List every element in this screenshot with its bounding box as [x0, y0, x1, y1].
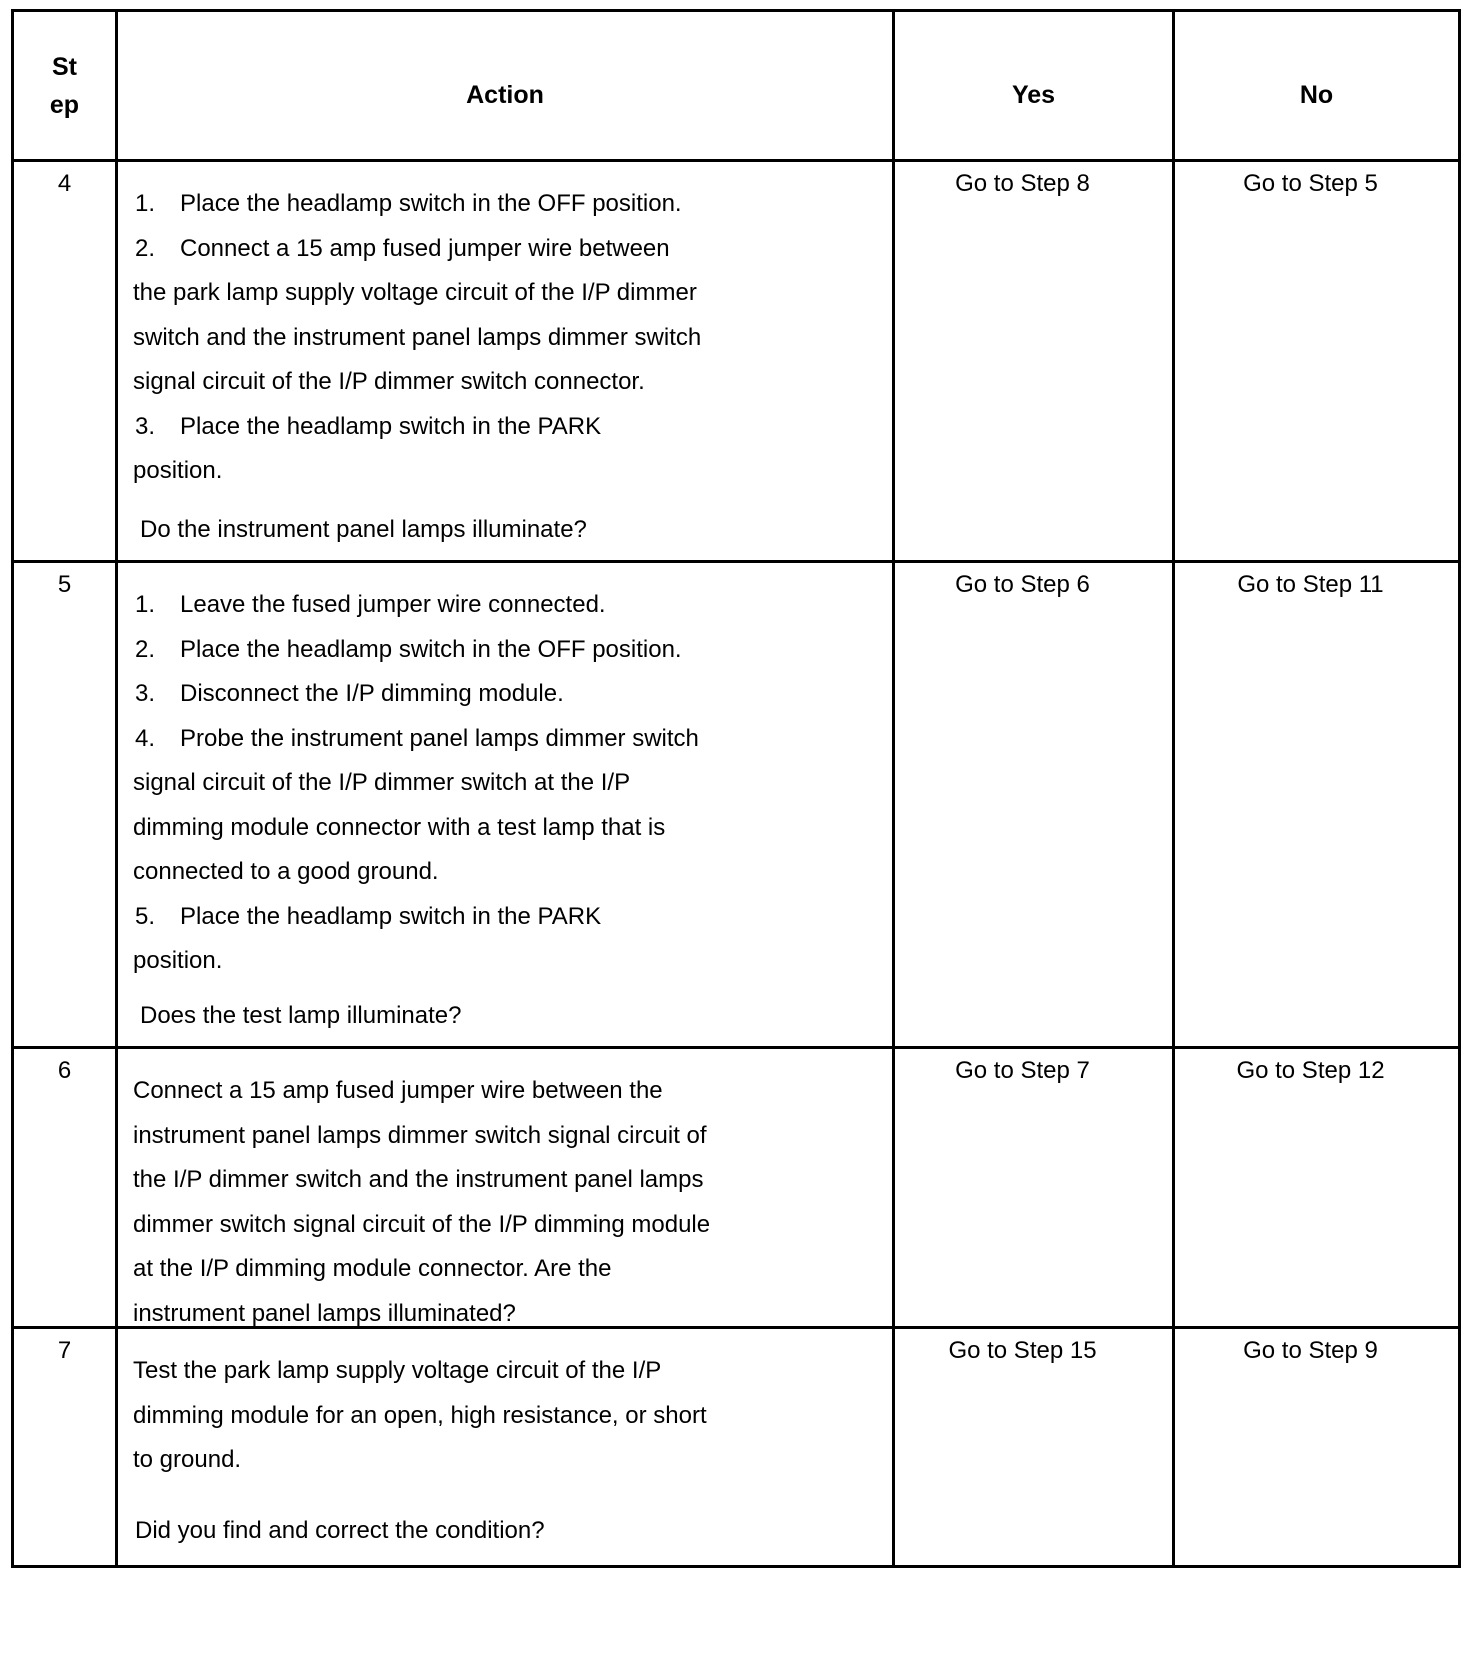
- action-line: [133, 1349, 884, 1394]
- action-step-number: 4.: [135, 724, 156, 752]
- action-text: Probe the instrument panel lamps dimmer switch: [180, 724, 699, 752]
- header-action-label: Action: [466, 81, 544, 110]
- yes-cell: [894, 562, 1174, 1048]
- action-line: [133, 761, 884, 806]
- action-line: [133, 672, 884, 717]
- header-yes-label: Yes: [1011, 81, 1056, 110]
- header-action: [117, 11, 894, 161]
- action-line: [133, 850, 884, 895]
- step-number: 6: [13, 1048, 117, 1328]
- no-cell: [1174, 1328, 1460, 1567]
- no-result: Go to Step 5: [1243, 170, 1378, 197]
- diagnostic-table: [11, 9, 1461, 1568]
- action-text: Place the headlamp switch in the OFF position.: [180, 190, 682, 217]
- step-number: 4: [13, 161, 117, 562]
- action-text: Place the headlamp switch in the OFF position.: [180, 635, 682, 663]
- yes-result: Go to Step 8: [955, 170, 1090, 197]
- header-no-label: No: [1299, 81, 1334, 110]
- action-text: position.: [133, 457, 223, 484]
- no-result: Go to Step 9: [1243, 1337, 1378, 1364]
- no-cell: [1174, 562, 1460, 1048]
- no-result: Go to Step 12: [1236, 1057, 1385, 1084]
- table-body: [13, 161, 1460, 1567]
- no-cell: [1174, 1048, 1460, 1328]
- action-text: dimmer switch signal circuit of the I/P dimming module: [133, 1210, 711, 1238]
- header-step-line2: ep: [49, 90, 80, 119]
- action-line: [133, 271, 884, 316]
- action-text: position.: [133, 947, 223, 974]
- action-line: [133, 1069, 884, 1114]
- action-line: [133, 1203, 884, 1248]
- action-cell: [117, 562, 894, 1048]
- no-cell: [1174, 161, 1460, 562]
- action-text: signal circuit of the I/P dimmer switch at the I/P: [133, 769, 631, 796]
- header-yes: [894, 11, 1174, 161]
- table-row: [13, 1328, 1460, 1567]
- action-text: Leave the fused jumper wire connected.: [180, 591, 606, 618]
- action-cell: [117, 1048, 894, 1328]
- action-line: [133, 1247, 884, 1292]
- action-text: connected to a good ground.: [133, 858, 439, 885]
- no-result: Go to Step 11: [1237, 571, 1384, 598]
- action-line: [133, 227, 884, 272]
- action-text: switch and the instrument panel lamps dimmer switch: [133, 323, 702, 351]
- yes-result: Go to Step 15: [948, 1337, 1097, 1364]
- action-line: [133, 1114, 884, 1159]
- action-step-number: 1.: [135, 190, 156, 217]
- action-text: to ground.: [133, 1446, 242, 1473]
- action-text: Place the headlamp switch in the PARK: [180, 412, 602, 440]
- action-cell: [117, 161, 894, 562]
- action-line: [133, 939, 884, 984]
- action-line: [133, 806, 884, 851]
- action-text: the park lamp supply voltage circuit of the I/P dimmer: [133, 279, 697, 306]
- header-step: [13, 11, 117, 161]
- action-step-number: 3.: [135, 412, 156, 440]
- yes-cell: [894, 1048, 1174, 1328]
- action-line: [133, 1158, 884, 1203]
- action-text: dimming module connector with a test lamp that is: [133, 813, 666, 841]
- action-line: [133, 449, 884, 494]
- action-text: Connect a 15 amp fused jumper wire between the: [133, 1077, 663, 1104]
- header-row: [13, 11, 1460, 161]
- header-step-line1: St: [52, 52, 77, 81]
- action-line: [133, 1394, 884, 1439]
- yes-cell: [894, 1328, 1174, 1567]
- action-cell: [117, 1328, 894, 1567]
- step-number: 5: [13, 562, 117, 1048]
- action-step-number: 2.: [135, 635, 156, 663]
- action-text: Disconnect the I/P dimming module.: [180, 680, 564, 707]
- action-text: dimming module for an open, high resistance, or short: [133, 1401, 707, 1429]
- yes-cell: [894, 161, 1174, 562]
- yes-result: Go to Step 7: [955, 1057, 1090, 1084]
- action-text: instrument panel lamps illuminated?: [133, 1299, 516, 1327]
- table-row: [13, 161, 1460, 562]
- action-step-number: 2.: [135, 234, 156, 262]
- table-row: [13, 1048, 1460, 1328]
- action-step-number: 3.: [135, 680, 156, 707]
- yes-result: Go to Step 6: [955, 571, 1090, 598]
- header-no: [1174, 11, 1460, 161]
- action-line: [133, 628, 884, 673]
- action-question: Do the instrument panel lamps illuminate?: [140, 515, 587, 543]
- action-step-number: 1.: [135, 591, 156, 618]
- step-number: 7: [13, 1328, 117, 1567]
- action-line: [133, 182, 884, 227]
- action-text: Connect a 15 amp fused jumper wire between: [180, 234, 670, 262]
- action-step-number: 5.: [135, 902, 156, 930]
- action-line: [133, 1438, 884, 1483]
- action-line: [133, 717, 884, 762]
- action-line: [133, 360, 884, 405]
- action-text: signal circuit of the I/P dimmer switch connector.: [133, 368, 645, 395]
- action-text: Test the park lamp supply voltage circuit of the I/P: [133, 1357, 662, 1384]
- action-text: at the I/P dimming module connector. Are the: [133, 1255, 612, 1282]
- action-line: [133, 405, 884, 450]
- action-line: [133, 316, 884, 361]
- action-line: [133, 583, 884, 628]
- action-question: Did you find and correct the condition?: [135, 1516, 545, 1544]
- action-line: [133, 895, 884, 940]
- action-text: the I/P dimmer switch and the instrument panel lamps: [133, 1166, 704, 1193]
- action-text: Place the headlamp switch in the PARK: [180, 902, 602, 930]
- table-row: [13, 562, 1460, 1048]
- action-text: instrument panel lamps dimmer switch signal circuit of: [133, 1121, 707, 1149]
- action-question: Does the test lamp illuminate?: [140, 1001, 462, 1029]
